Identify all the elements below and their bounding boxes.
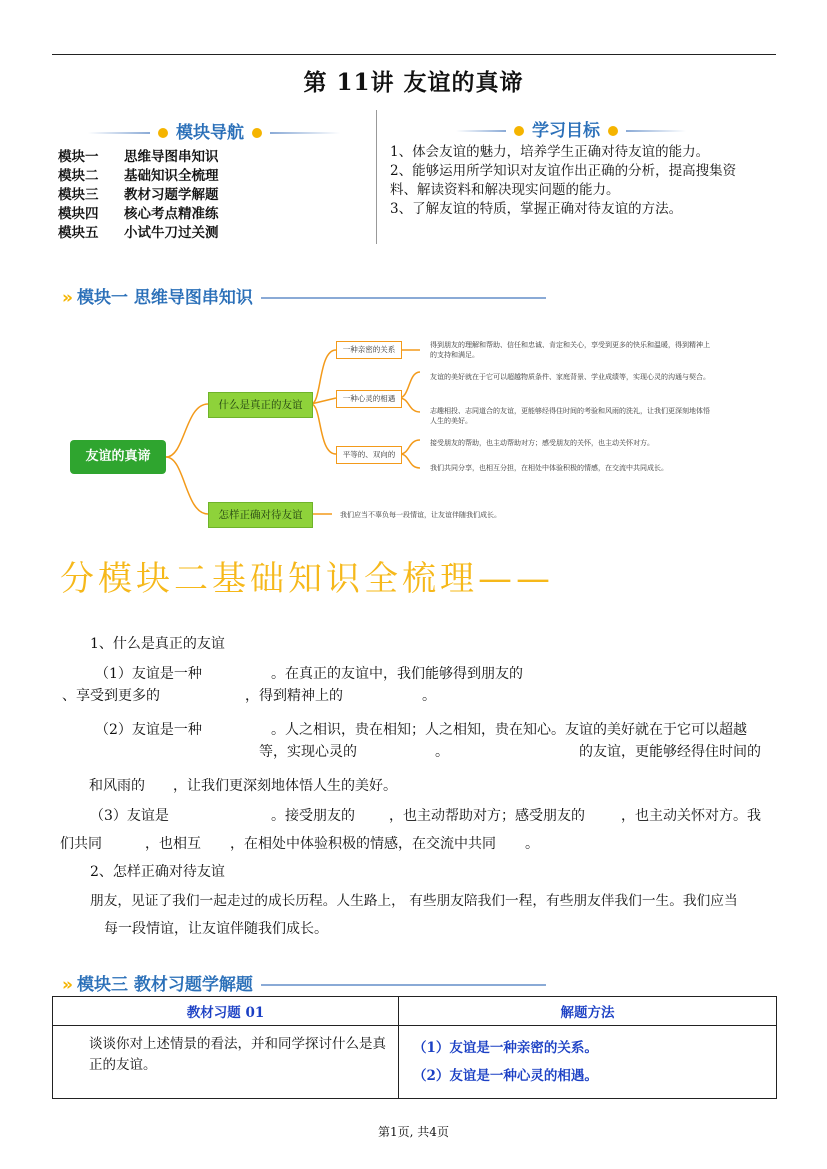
learning-goals — [390, 143, 750, 219]
table-header: 教材习题 01 — [53, 997, 399, 1026]
blank-text: 。接受朋友的 — [271, 808, 355, 824]
mindmap-text: 我们共同分享，也相互分担，在相处中体验积极的情感，在交流中共同成长。 — [430, 464, 668, 472]
blank-text: 。在真正的友谊中，我们能够得到朋友的 — [271, 666, 523, 682]
blank-text: （2）友谊是一种 — [95, 722, 202, 738]
section-heading: 1、什么是真正的友谊 — [90, 636, 225, 652]
page-title: 第 11讲 友谊的真谛 — [303, 69, 524, 96]
mindmap-branch: 怎样正确对待友谊 — [208, 502, 313, 528]
mindmap-node: 一种心灵的相遇 — [336, 390, 402, 408]
blank-text: 、享受到更多的 — [62, 688, 160, 704]
exercise-question: 谈谈你对上述情景的看法，并和同学探讨什么是真正的友谊。 — [53, 1026, 399, 1099]
mindmap-node: 一种亲密的关系 — [336, 341, 402, 359]
table-header: 解题方法 — [399, 997, 777, 1026]
column-divider — [376, 110, 377, 244]
blank-text: 。 — [525, 836, 539, 852]
blank-text: ，让我们更深刻地体悟人生的美好。 — [173, 778, 397, 794]
mindmap-text: 友谊的美好就在于它可以超越物质条件、家庭背景、学业成绩等，实现心灵的沟通与契合。 — [430, 373, 710, 381]
double-chevron-icon: » — [62, 288, 73, 308]
banner-line — [270, 132, 340, 134]
blank-text: 。 — [435, 744, 449, 760]
section-heading: 2、怎样正确对待友谊 — [90, 864, 225, 880]
table-row — [53, 1026, 777, 1099]
banner-line — [626, 130, 686, 132]
mindmap-text: 接受朋友的帮助，也主动帮助对方；感受朋友的关怀，也主动关怀对方。 — [430, 439, 654, 447]
blank-text: 等，实现心灵的 — [259, 744, 357, 760]
banner-line — [88, 132, 150, 134]
blank-text: 。人之相识，贵在相知；人之相知，贵在知心。友谊的美好就在于它可以超越 — [271, 722, 747, 738]
module1-heading: » 模块一 思维导图串知识 — [62, 283, 546, 308]
nav-item: 模块五 小试牛刀过关测 — [58, 225, 219, 241]
blank-text: ，也主动帮助对方；感受朋友的 — [389, 808, 585, 824]
mindmap-root: 友谊的真谛 — [70, 440, 166, 474]
blank-text: 的友谊，更能够经得住时间的 — [579, 744, 761, 760]
nav-banner — [88, 118, 340, 143]
nav-item: 模块一 思维导图串知识 — [58, 149, 219, 165]
goal-banner-label: 学习目标 — [532, 121, 600, 141]
blank-text: 和风雨的 — [89, 778, 145, 794]
mindmap-text: 得到朋友的理解和帮助、信任和忠诚、肯定和关心，享受到更多的快乐和温暖，得到精神上的支持和满足。 — [430, 341, 710, 359]
answer-line: （1）友谊是一种亲密的关系。 — [413, 1040, 598, 1056]
dot-icon — [252, 128, 262, 138]
dot-icon — [514, 126, 524, 136]
module-nav-list — [58, 148, 219, 243]
mindmap-text: 我们应当不辜负每一段情谊，让友谊伴随我们成长。 — [340, 511, 501, 519]
exercise-answer — [399, 1026, 777, 1099]
answer-line: （2）友谊是一种心灵的相遇。 — [413, 1068, 598, 1084]
blank-text: 们共同 — [60, 836, 102, 852]
mindmap-node: 平等的、双向的 — [336, 446, 402, 464]
blank-text: ，得到精神上的 — [245, 688, 343, 704]
module3-heading: » 模块三 教材习题学解题 — [62, 970, 546, 995]
blank-text: 。 — [422, 688, 436, 704]
blank-text: ，也相互 — [145, 836, 201, 852]
banner-line — [456, 130, 506, 132]
nav-item: 模块三 教材习题学解题 — [58, 187, 219, 203]
goal-item: 2、能够运用所学知识对友谊作出正确的分析，提高搜集资料、解读资料和解决现实问题的能力。 — [390, 163, 737, 198]
blank-text: ，在相处中体验积极的情感，在交流中共同 — [230, 836, 496, 852]
nav-item: 模块二 基础知识全梳理 — [58, 168, 219, 184]
nav-item: 模块四 核心考点精准练 — [58, 206, 219, 222]
exercise-table — [52, 996, 777, 1099]
paragraph: 朋友，见证了我们一起走过的成长历程。人生路上， 有些朋友陪我们一程，有些朋友伴我们一生。我们应当 — [90, 893, 738, 909]
goal-item: 3、了解友谊的特质，掌握正确对待友谊的方法。 — [390, 201, 683, 217]
table-row — [53, 997, 777, 1026]
module2-heading: 分模块二基础知识全梳理—— — [60, 559, 554, 599]
blank-text: （3）友谊是 — [90, 808, 169, 824]
goal-item: 1、体会友谊的魅力，培养学生正确对待友谊的能力。 — [390, 144, 710, 160]
mindmap-branch: 什么是真正的友谊 — [208, 392, 313, 418]
dot-icon — [158, 128, 168, 138]
top-rule — [52, 54, 776, 55]
nav-banner-label: 模块导航 — [176, 123, 244, 143]
dot-icon — [608, 126, 618, 136]
goal-banner — [456, 116, 686, 141]
mindmap-text: 志趣相投、志同道合的友谊，更能够经得住时间的考验和风雨的洗礼，让我们更深刻地体悟人生的美好。 — [430, 407, 710, 425]
heading-line — [261, 297, 546, 299]
page-footer: 第1页, 共4页 — [378, 1125, 449, 1139]
heading-line — [261, 984, 546, 986]
blank-text: （1）友谊是一种 — [95, 666, 202, 682]
double-chevron-icon: » — [62, 975, 73, 995]
paragraph: 每一段情谊，让友谊伴随我们成长。 — [104, 921, 328, 937]
blank-text: ，也主动关怀对方。我 — [621, 808, 761, 824]
